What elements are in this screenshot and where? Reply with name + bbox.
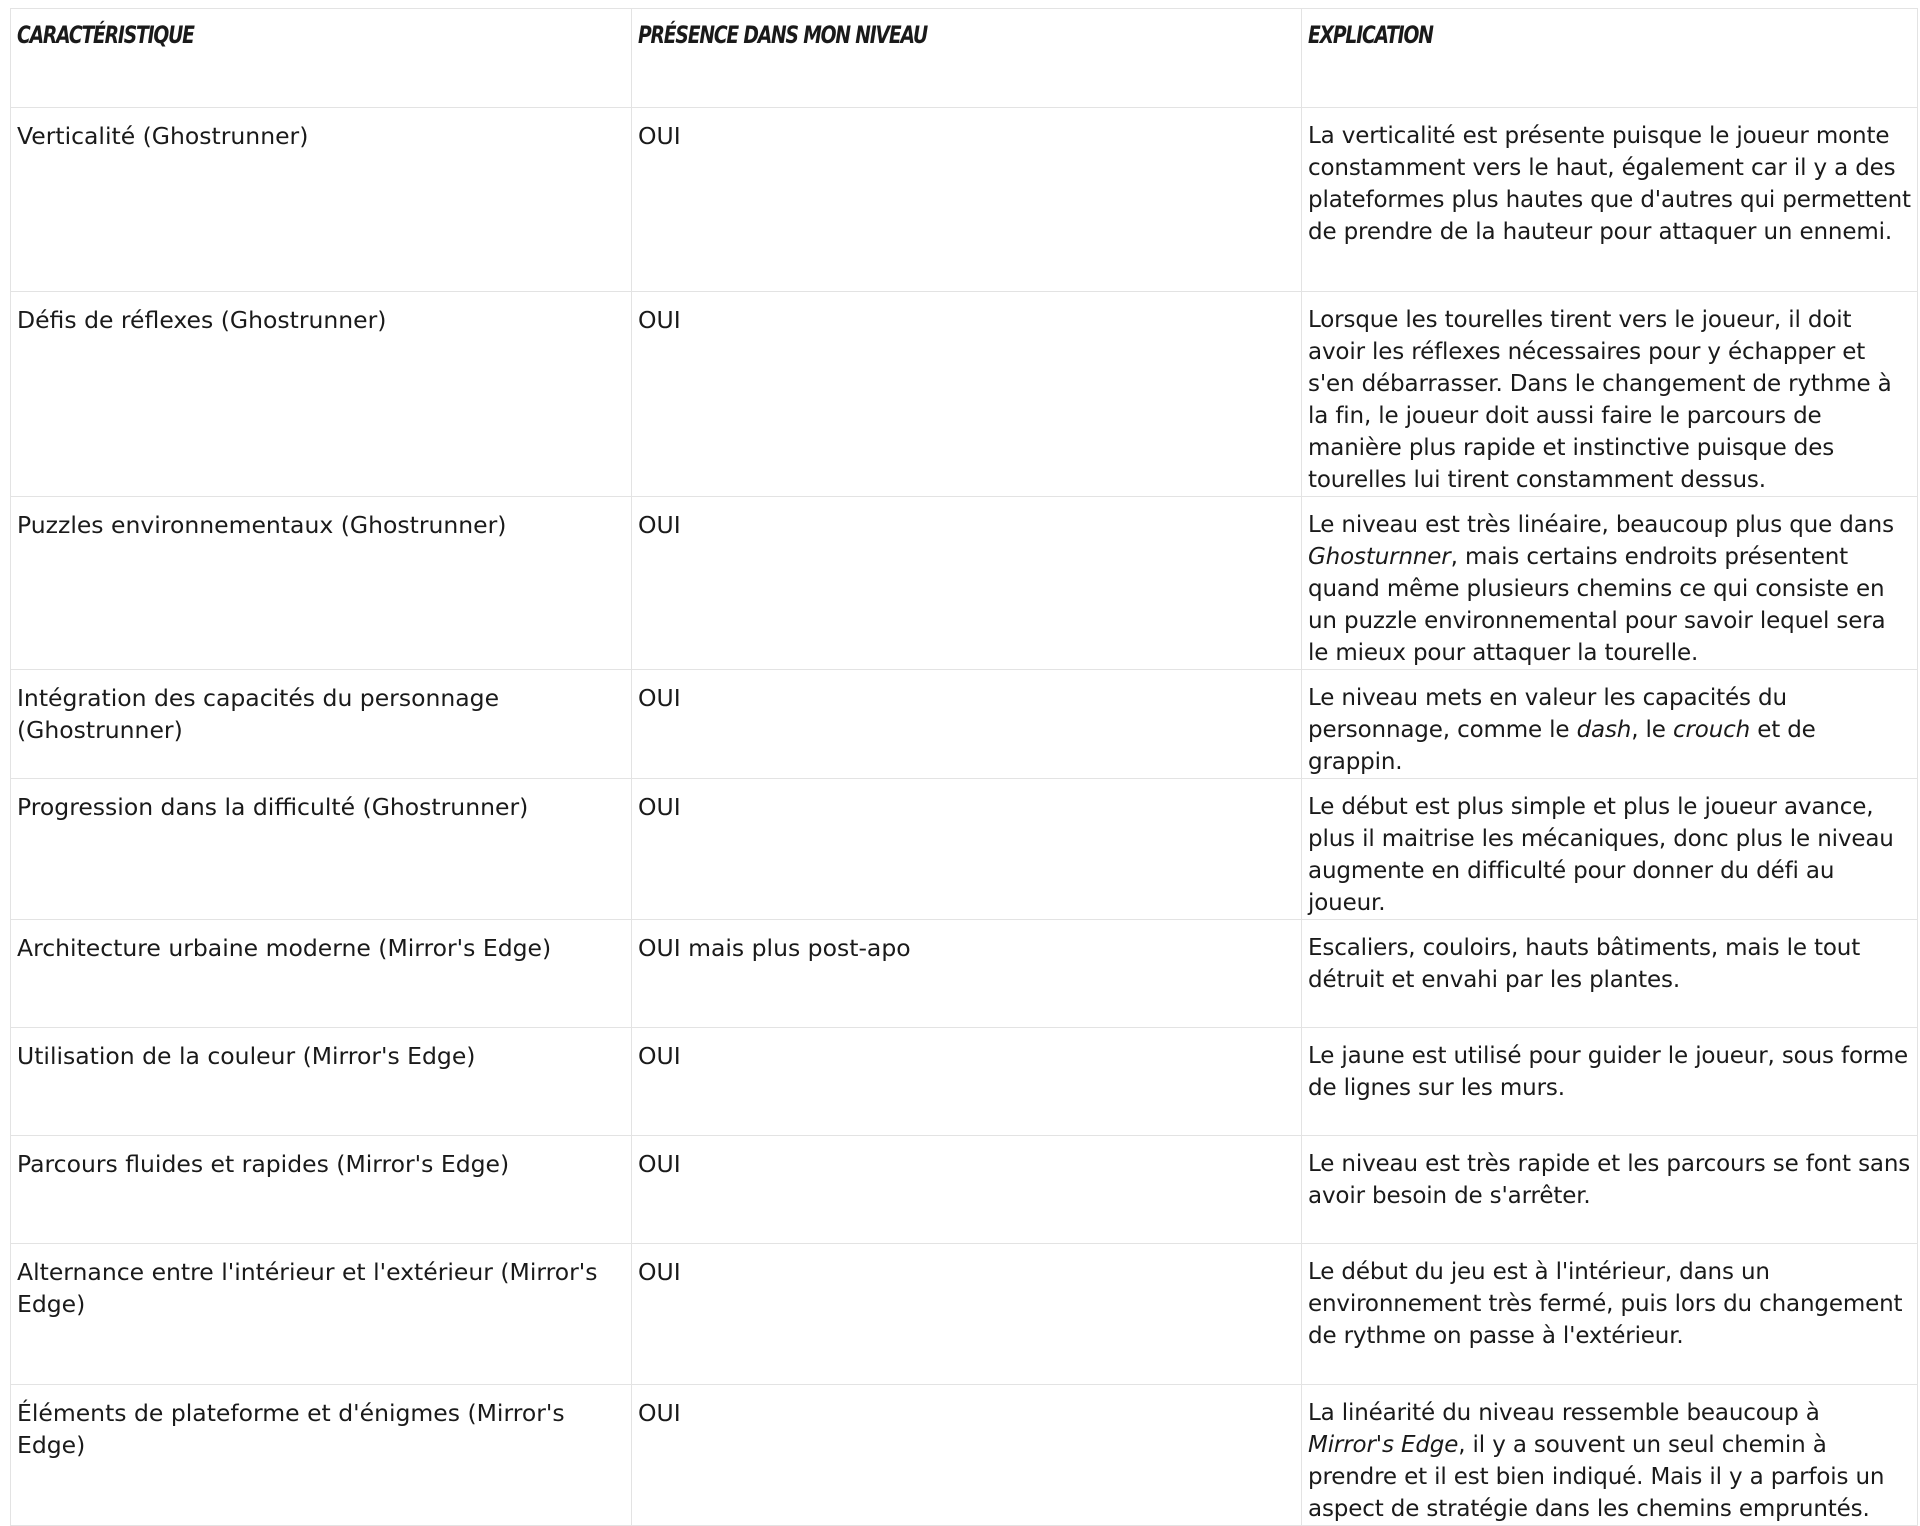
- cell-presence: OUI: [632, 670, 1302, 779]
- cell-characteristic: Intégration des capacités du personnage (Ghostrunner): [11, 670, 632, 779]
- cell-explanation: Le niveau est très rapide et les parcours se font sans avoir besoin de s'arrêter.: [1302, 1136, 1918, 1244]
- cell-presence: OUI: [632, 1385, 1302, 1526]
- cell-explanation: Le début du jeu est à l'intérieur, dans un environnement très fermé, puis lors du changement de rythme on passe à l'extérieur.: [1302, 1244, 1918, 1385]
- table-row: [11, 779, 1918, 920]
- cell-presence: OUI: [632, 779, 1302, 920]
- cell-presence: OUI: [632, 1244, 1302, 1385]
- cell-presence: OUI: [632, 1136, 1302, 1244]
- cell-explanation: La verticalité est présente puisque le joueur monte constamment vers le haut, également car il y a des plateformes plus hautes que d'autres qui permettent de prendre de la hauteur pour attaquer un ennemi.: [1302, 108, 1918, 292]
- cell-characteristic: Puzzles environnementaux (Ghostrunner): [11, 497, 632, 670]
- table-row: [11, 920, 1918, 1028]
- characteristics-table: [10, 8, 1918, 1526]
- cell-presence: OUI: [632, 108, 1302, 292]
- header-explanation: EXPLICATION: [1302, 9, 1918, 108]
- cell-characteristic: Architecture urbaine moderne (Mirror's Edge): [11, 920, 632, 1028]
- table-row: [11, 108, 1918, 292]
- cell-explanation: La linéarité du niveau ressemble beaucoup à Mirror's Edge, il y a souvent un seul chemin à prendre et il est bien indiqué. Mais il y a parfois un aspect de stratégie dans les chemins empruntés.: [1302, 1385, 1918, 1526]
- cell-presence: OUI: [632, 292, 1302, 497]
- cell-explanation: Lorsque les tourelles tirent vers le joueur, il doit avoir les réflexes nécessaires pour y échapper et s'en débarrasser. Dans le changement de rythme à la fin, le joueur doit aussi faire le parcours de manière plus rapide et instinctive puisque des tourelles lui tirent constamment dessus.: [1302, 292, 1918, 497]
- cell-explanation: Le jaune est utilisé pour guider le joueur, sous forme de lignes sur les murs.: [1302, 1028, 1918, 1136]
- cell-characteristic: Verticalité (Ghostrunner): [11, 108, 632, 292]
- cell-characteristic: Progression dans la difficulté (Ghostrunner): [11, 779, 632, 920]
- table-row: [11, 670, 1918, 779]
- cell-characteristic: Éléments de plateforme et d'énigmes (Mirror's Edge): [11, 1385, 632, 1526]
- cell-presence: OUI mais plus post-apo: [632, 920, 1302, 1028]
- cell-characteristic: Alternance entre l'intérieur et l'extérieur (Mirror's Edge): [11, 1244, 632, 1385]
- cell-presence: OUI: [632, 497, 1302, 670]
- table-row: [11, 497, 1918, 670]
- table-row: [11, 1244, 1918, 1385]
- cell-explanation: Le niveau mets en valeur les capacités du personnage, comme le dash, le crouch et de grappin.: [1302, 670, 1918, 779]
- table-row: [11, 292, 1918, 497]
- header-row: [11, 9, 1918, 108]
- cell-characteristic: Parcours fluides et rapides (Mirror's Edge): [11, 1136, 632, 1244]
- header-presence: PRÉSENCE DANS MON NIVEAU: [632, 9, 1302, 108]
- cell-explanation: Escaliers, couloirs, hauts bâtiments, mais le tout détruit et envahi par les plantes.: [1302, 920, 1918, 1028]
- cell-explanation: Le niveau est très linéaire, beaucoup plus que dans Ghosturnner, mais certains endroits présentent quand même plusieurs chemins ce qui consiste en un puzzle environnemental pour savoir lequel sera le mieux pour attaquer la tourelle.: [1302, 497, 1918, 670]
- cell-characteristic: Utilisation de la couleur (Mirror's Edge): [11, 1028, 632, 1136]
- table-row: [11, 1028, 1918, 1136]
- cell-presence: OUI: [632, 1028, 1302, 1136]
- header-characteristic: CARACTÉRISTIQUE: [11, 9, 632, 108]
- table-row: [11, 1136, 1918, 1244]
- cell-explanation: Le début est plus simple et plus le joueur avance, plus il maitrise les mécaniques, donc plus le niveau augmente en difficulté pour donner du défi au joueur.: [1302, 779, 1918, 920]
- cell-characteristic: Défis de réflexes (Ghostrunner): [11, 292, 632, 497]
- table-row: [11, 1385, 1918, 1526]
